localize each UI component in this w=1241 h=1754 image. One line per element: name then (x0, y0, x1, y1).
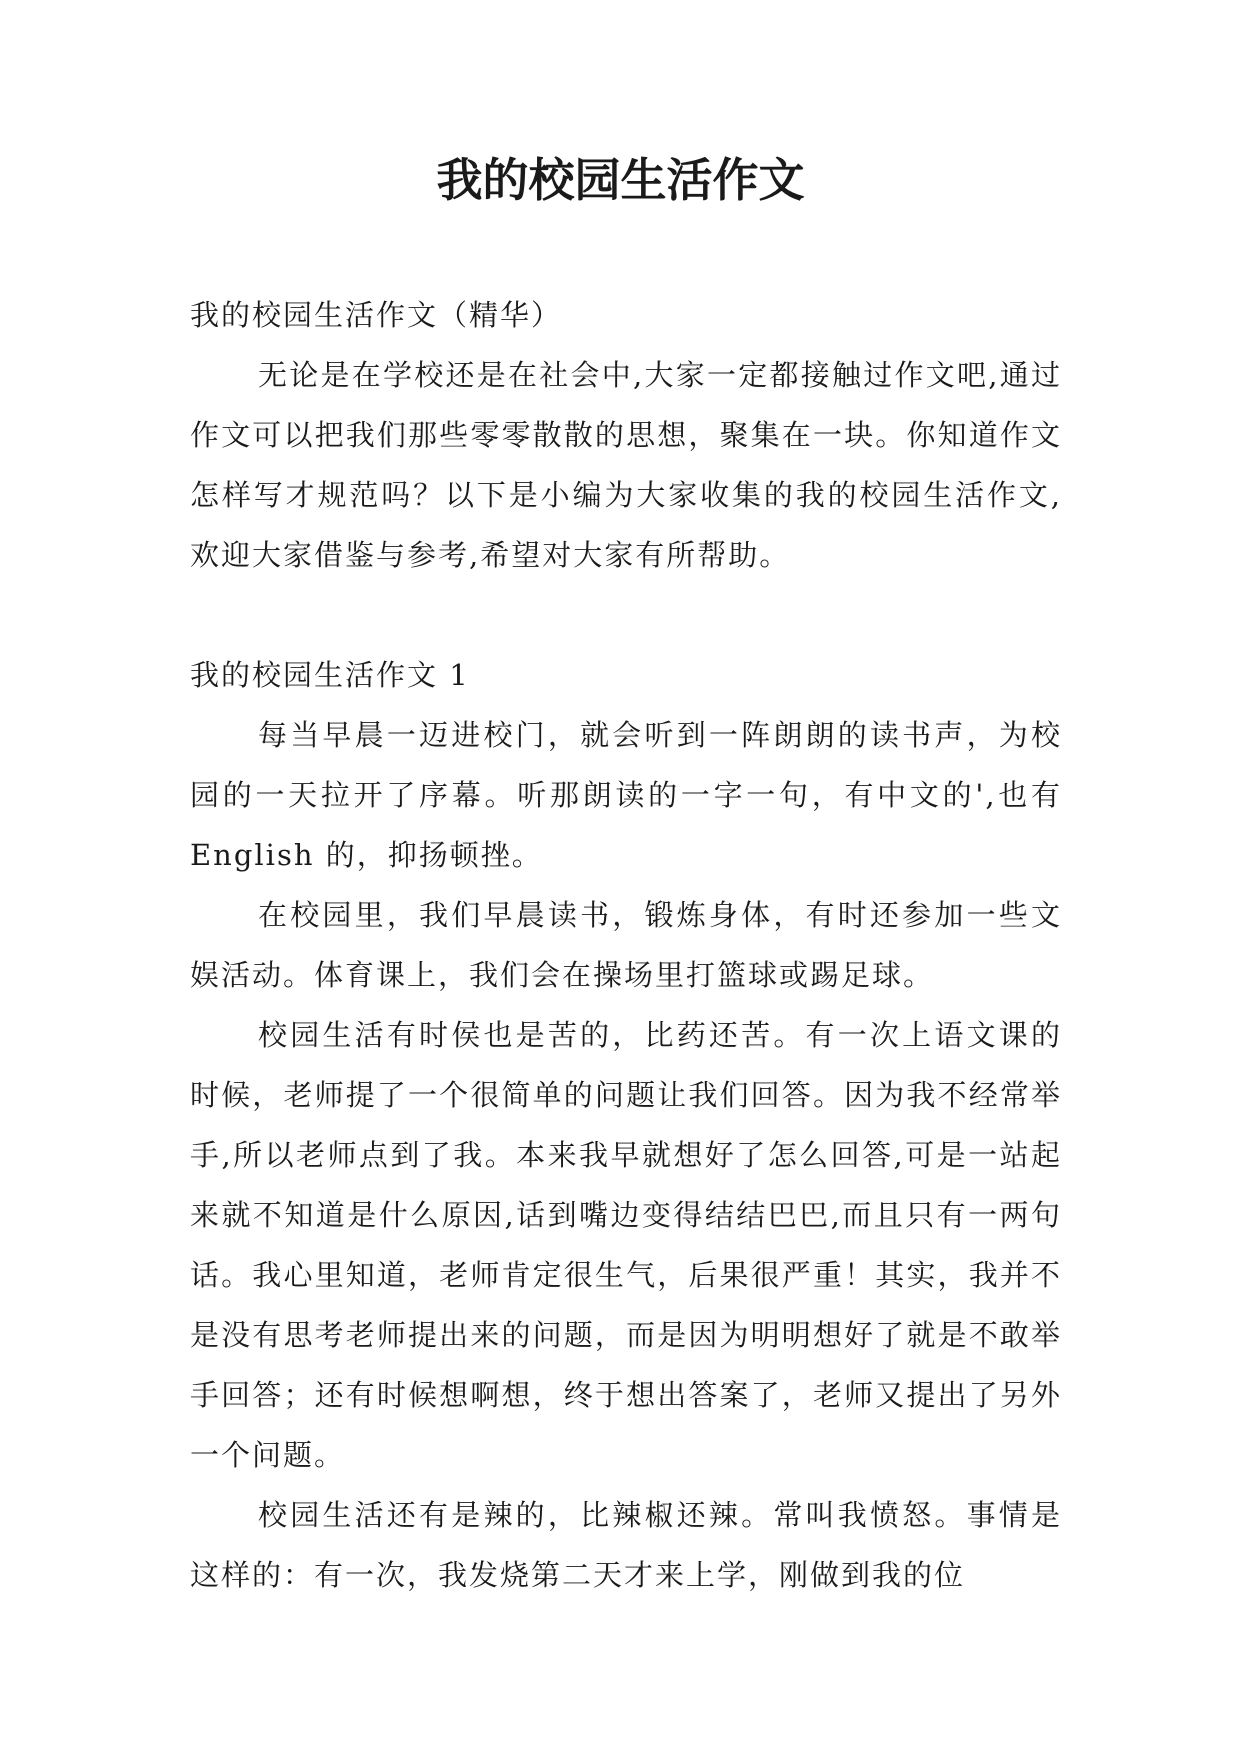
intro-paragraph: 无论是在学校还是在社会中,大家一定都接触过作文吧,通过作文可以把我们那些零零散散的思想，聚集在一块。你知道作文怎样写才规范吗？以下是小编为大家收集的我的校园生活作文,欢迎大家借鉴与参考,希望对大家有所帮助。 (190, 358, 1062, 572)
paragraph-gap (190, 585, 1062, 645)
document-body (190, 285, 1062, 1605)
body-paragraph: 在校园里，我们早晨读书，锻炼身体，有时还参加一些文娱活动。体育课上，我们会在操场里打篮球或踢足球。 (190, 898, 1062, 992)
document-title: 我的校园生活作文 (436, 153, 805, 207)
body-paragraph: 校园生活有时侯也是苦的，比药还苦。有一次上语文课的时候，老师提了一个很简单的问题让我们回答。因为我不经常举手,所以老师点到了我。本来我早就想好了怎么回答,可是一站起来就不知道是什么原因,话到嘴边变得结结巴巴,而且只有一两句话。我心里知道，老师肯定很生气，后果很严重！其实，我并不是没有思考老师提出来的问题，而是因为明明想好了就是不敢举手回答；还有时候想啊想，终于想出答案了，老师又提出了另外一个问题。 (190, 1018, 1062, 1472)
body-paragraph: 每当早晨一迈进校门，就会听到一阵朗朗的读书声，为校园的一天拉开了序幕。听那朗读的一字一句，有中文的',也有 English 的，抑扬顿挫。 (190, 718, 1062, 872)
section-heading: 我的校园生活作文 1 (190, 658, 470, 692)
subtitle-line: 我的校园生活作文（精华） (190, 298, 563, 332)
body-paragraph: 校园生活还有是辣的，比辣椒还辣。常叫我愤怒。事情是这样的：有一次，我发烧第二天才来上学，刚做到我的位 (190, 1498, 1062, 1592)
